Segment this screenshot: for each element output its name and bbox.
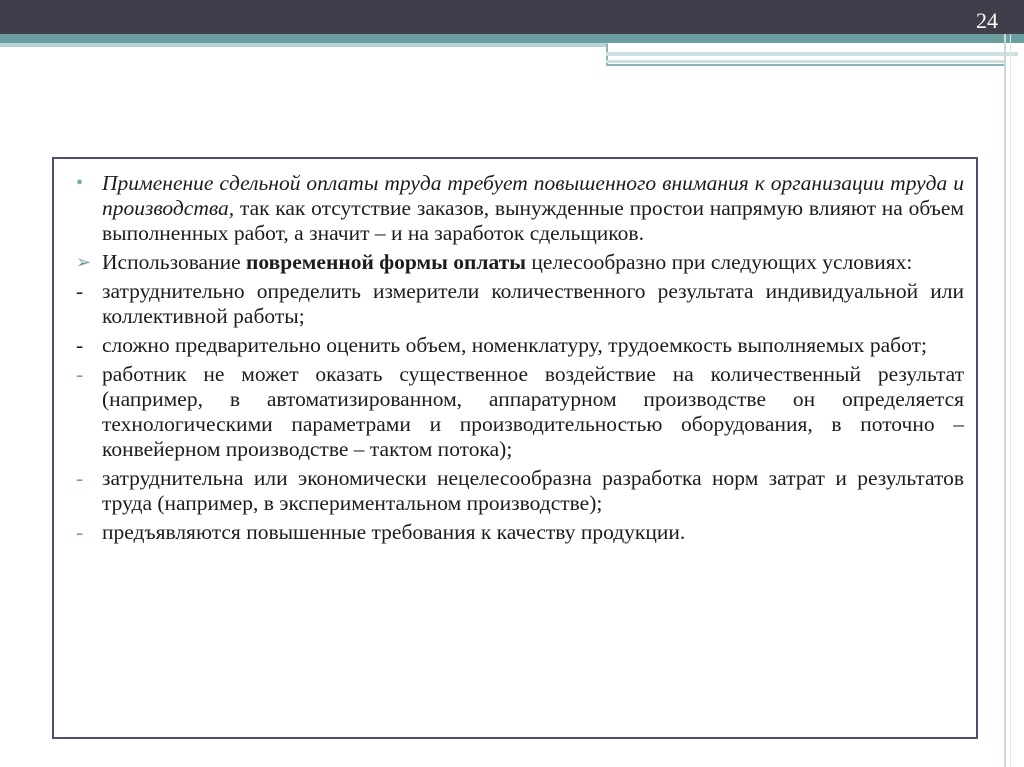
list-item bbox=[76, 362, 964, 462]
dash-icon: - bbox=[76, 520, 84, 544]
header-step-line bbox=[606, 52, 1018, 56]
header-band bbox=[0, 0, 1024, 34]
dash-icon: - bbox=[76, 362, 84, 386]
item-italic-text: Применение сдельной оплаты труда требует повышенного внимания к организации труда и производства, bbox=[102, 171, 964, 220]
header-stripe bbox=[0, 34, 1024, 43]
dash-icon: - bbox=[76, 333, 84, 357]
item-text: сложно предварительно оценить объем, номенклатуру, трудоемкость выполняемых работ; bbox=[102, 333, 927, 357]
list-item bbox=[76, 520, 964, 545]
bullet-icon: • bbox=[76, 172, 84, 194]
dash-icon: - bbox=[76, 466, 84, 490]
item-text: Использование bbox=[102, 250, 247, 274]
item-text: предъявляются повышенные требования к качеству продукции. bbox=[102, 520, 686, 544]
right-rail bbox=[1004, 34, 1006, 767]
item-bold-text: повременной формы оплаты bbox=[246, 250, 527, 274]
item-text: затруднительно определить измерители количественного результата индивидуальной или коллективной работы; bbox=[102, 279, 964, 328]
item-text: работник не может оказать существенное воздействие на количественный результат (например, в автоматизированном, аппаратурном производстве он определяется технологическими параметрами и производительностью оборудования, в поточно – конвейерном производстве – тактом потока); bbox=[102, 362, 964, 461]
right-rail-inner bbox=[1010, 34, 1011, 767]
item-text: так как отсутствие заказов, вынужденные простои напрямую влияют на объем выполненных работ, а значит – и на заработок сдельщиков. bbox=[102, 196, 964, 245]
dash-icon: - bbox=[76, 279, 84, 303]
content-box bbox=[52, 157, 978, 739]
list-item bbox=[76, 279, 964, 329]
item-text: затруднительна или экономически нецелесообразна разработка норм затрат и результатов труда (например, в экспериментальном производстве); bbox=[102, 466, 964, 515]
page-number: 24 bbox=[976, 8, 998, 33]
list-item bbox=[76, 333, 964, 358]
item-text: целесообразно при следующих условиях: bbox=[526, 250, 913, 274]
header-step-line-lower bbox=[606, 60, 1006, 63]
header-stripe-light bbox=[0, 43, 608, 47]
list-item bbox=[76, 171, 964, 246]
list-item bbox=[76, 250, 964, 275]
arrow-bullet-icon: ➢ bbox=[76, 252, 92, 272]
list-item bbox=[76, 466, 964, 516]
